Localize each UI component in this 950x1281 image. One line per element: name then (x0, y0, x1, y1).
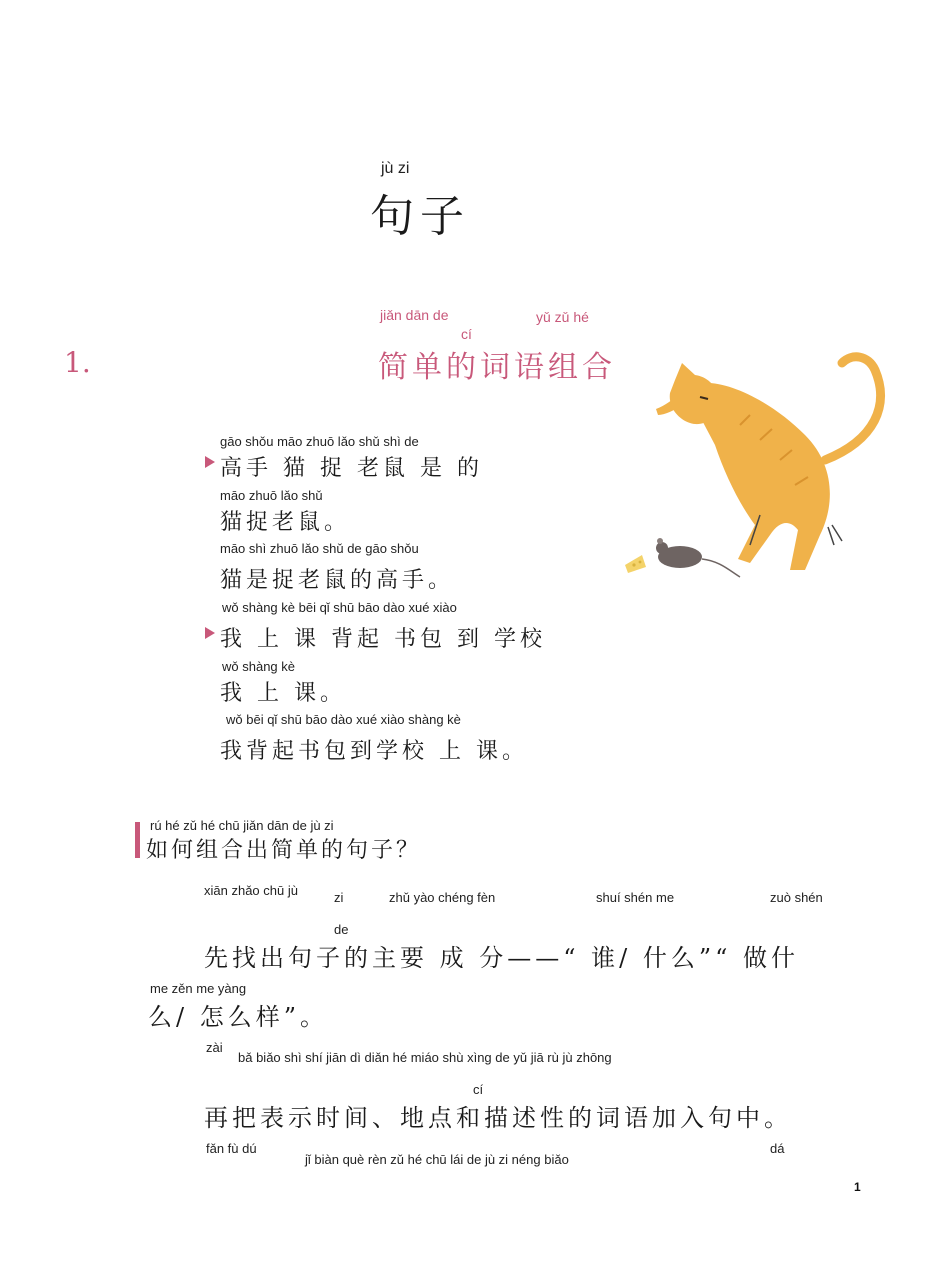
section-number: 1. (64, 346, 91, 379)
example-4-pinyin: wǒ shàng kè bēi qǐ shū bāo dào xué xiào (222, 600, 457, 615)
para1-pinyin-start: xiān zhǎo chū jù (204, 883, 298, 898)
para1-line2: 么/ 怎么样”。 (148, 1003, 328, 1031)
example-6-text: 我背起书包到学校 上 课。 (220, 739, 528, 764)
para1-pinyin-zi: zi (334, 890, 344, 905)
example-6-pinyin: wǒ bēi qǐ shū bāo dào xué xiào shàng kè (226, 712, 461, 727)
example-1-pinyin: gāo shǒu māo zhuō lǎo shǔ shì de (220, 434, 419, 449)
para2-line: 再把表示时间、地点和描述性的词语加入句中。 (204, 1104, 792, 1132)
section-pinyin-left: jiǎn dān de (380, 307, 449, 323)
subheading-pinyin: rú hé zǔ hé chū jiǎn dān de jù zi (150, 818, 334, 833)
example-1-text: 高手 猫 捉 老鼠 是 的 (220, 456, 483, 481)
page-title: 句子 (370, 191, 470, 242)
para1-pinyin-zuo: zuò shén (770, 890, 823, 905)
mouse-illustration (656, 538, 740, 577)
cheese-illustration (625, 555, 646, 573)
para3-pinyin-start: fǎn fù dú (206, 1141, 257, 1156)
example-1-marker (205, 456, 215, 468)
example-4-marker (205, 627, 215, 639)
example-3-pinyin: māo shì zhuō lǎo shǔ de gāo shǒu (220, 541, 419, 556)
cat-mouse-illustration (620, 345, 890, 585)
example-5-text: 我 上 课。 (220, 681, 346, 706)
cat-illustration (656, 357, 881, 570)
para1-pinyin-shui: shuí shén me (596, 890, 675, 905)
para1-pinyin-de: de (334, 922, 349, 937)
para2-pinyin-zai: zài (206, 1040, 223, 1055)
title-pinyin: jù zi (381, 160, 410, 177)
subheading-text: 如何组合出简单的句子？ (146, 838, 422, 863)
example-3-text: 猫是捉老鼠的高手。 (220, 568, 455, 593)
para1-line1: 先找出句子的主要 成 分——“ 谁/ 什么”“ 做什 (204, 944, 800, 972)
section-pinyin-right: yǔ zǔ hé (536, 309, 589, 325)
page-number: 1 (854, 1180, 861, 1194)
section-title: 简单的词语组合 (378, 350, 616, 385)
example-5-pinyin: wǒ shàng kè (222, 659, 295, 674)
section-pinyin-ci: cí (461, 326, 472, 342)
para2-pinyin-ci: cí (473, 1082, 484, 1097)
para3-pinyin: jǐ biàn què rèn zǔ hé chū lái de jù zi néng biǎo (305, 1152, 569, 1167)
para1-pinyin-line2: me zěn me yàng (150, 981, 247, 996)
para2-pinyin: bǎ biǎo shì shí jiān dì diǎn hé miáo shù xìng de yǔ jiā rù jù zhōng (238, 1050, 612, 1065)
subheading-bar (135, 822, 140, 858)
example-2-pinyin: māo zhuō lǎo shǔ (220, 488, 323, 503)
example-2-text: 猫捉老鼠。 (220, 510, 351, 535)
para3-pinyin-end: dá (770, 1141, 785, 1156)
para1-pinyin-main: zhǔ yào chéng fèn (389, 890, 496, 905)
example-4-text: 我 上 课 背起 书包 到 学校 (220, 627, 546, 652)
